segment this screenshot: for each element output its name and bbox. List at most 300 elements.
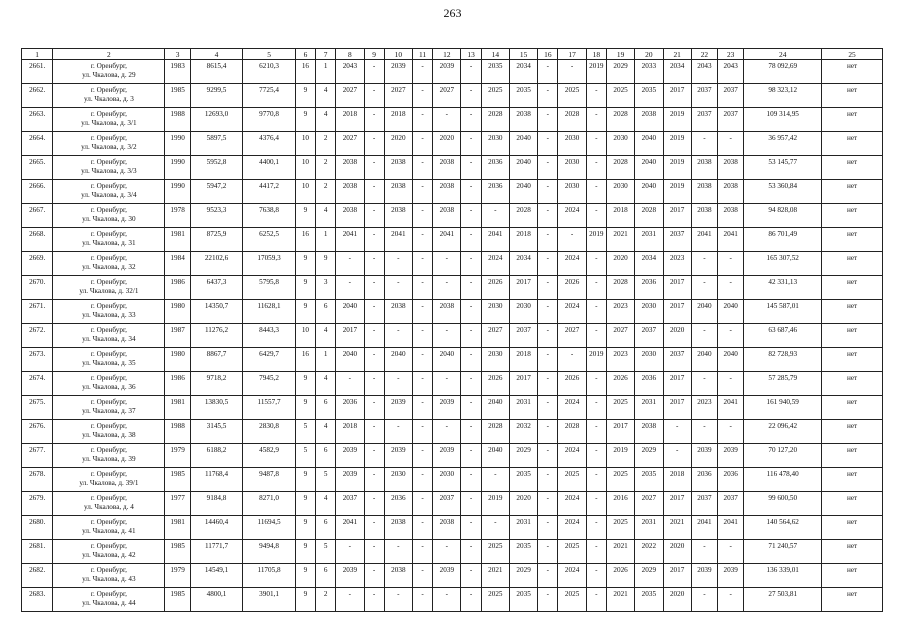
table-cell-col-16: - bbox=[538, 564, 558, 588]
table-cell-col-7: 6 bbox=[316, 444, 336, 468]
table-cell-col-22: - bbox=[691, 540, 717, 564]
table-cell-col-12: 2027 bbox=[433, 84, 461, 108]
table-row bbox=[22, 60, 883, 84]
table-cell-col-4: 5897,5 bbox=[190, 132, 243, 156]
table-cell-col-20: 2037 bbox=[635, 324, 663, 348]
table-cell-col-10: 2036 bbox=[384, 492, 412, 516]
table-cell-col-23: 2039 bbox=[718, 564, 744, 588]
table-cell-col-15: 2031 bbox=[509, 516, 537, 540]
table-cell-col-1: 2680. bbox=[22, 516, 53, 540]
table-cell-col-21: 2021 bbox=[663, 516, 691, 540]
table-cell-col-13: - bbox=[461, 108, 481, 132]
table-cell-col-20: 2031 bbox=[635, 396, 663, 420]
table-cell-col-14: 2036 bbox=[481, 156, 509, 180]
table-cell-col-13: - bbox=[461, 564, 481, 588]
table-cell-col-5: 9494,8 bbox=[243, 540, 296, 564]
table-cell-col-24: 109 314,95 bbox=[744, 108, 822, 132]
table-cell-col-15: 2040 bbox=[509, 156, 537, 180]
table-cell-col-1: 2682. bbox=[22, 564, 53, 588]
table-cell-col-5: 4376,4 bbox=[243, 132, 296, 156]
table-cell-col-10: - bbox=[384, 276, 412, 300]
table-row bbox=[22, 204, 883, 228]
column-header-22: 22 bbox=[691, 49, 717, 60]
table-cell-col-7: 2 bbox=[316, 180, 336, 204]
table-cell-col-19: 2028 bbox=[606, 276, 634, 300]
table-cell-col-5: 6252,5 bbox=[243, 228, 296, 252]
table-cell-col-16: - bbox=[538, 108, 558, 132]
table-cell-col-12: - bbox=[433, 108, 461, 132]
table-cell-col-20: 2040 bbox=[635, 132, 663, 156]
table-cell-col-3: 1979 bbox=[165, 444, 190, 468]
column-header-1: 1 bbox=[22, 49, 53, 60]
table-cell-col-1: 2664. bbox=[22, 132, 53, 156]
column-header-10: 10 bbox=[384, 49, 412, 60]
table-cell-col-25: нет bbox=[822, 324, 883, 348]
table-cell-col-18: 2019 bbox=[586, 60, 606, 84]
table-cell-col-22: - bbox=[691, 324, 717, 348]
table-cell-col-14: 2030 bbox=[481, 300, 509, 324]
table-cell-col-21: 2023 bbox=[663, 252, 691, 276]
table-cell-col-22: - bbox=[691, 132, 717, 156]
column-header-6: 6 bbox=[295, 49, 315, 60]
table-cell-col-16: - bbox=[538, 156, 558, 180]
table-cell-col-18: - bbox=[586, 396, 606, 420]
table-cell-col-10: - bbox=[384, 588, 412, 612]
table-cell-col-18: - bbox=[586, 132, 606, 156]
table-cell-col-8: - bbox=[336, 588, 364, 612]
table-cell-col-7: 6 bbox=[316, 516, 336, 540]
table-cell-col-8: 2040 bbox=[336, 300, 364, 324]
table-cell-col-21: 2017 bbox=[663, 492, 691, 516]
table-cell-col-24: 165 307,52 bbox=[744, 252, 822, 276]
table-cell-col-8: 2038 bbox=[336, 204, 364, 228]
table-cell-col-22: 2041 bbox=[691, 516, 717, 540]
table-cell-col-10: - bbox=[384, 420, 412, 444]
table-cell-col-12: 2038 bbox=[433, 516, 461, 540]
table-row bbox=[22, 348, 883, 372]
table-header bbox=[22, 49, 883, 60]
table-cell-col-1: 2669. bbox=[22, 252, 53, 276]
table-cell-col-16: - bbox=[538, 372, 558, 396]
column-header-14: 14 bbox=[481, 49, 509, 60]
table-cell-col-24: 27 503,81 bbox=[744, 588, 822, 612]
table-cell-col-1: 2673. bbox=[22, 348, 53, 372]
table-cell-col-17: - bbox=[558, 348, 586, 372]
table-cell-col-17: 2025 bbox=[558, 468, 586, 492]
table-cell-col-1: 2672. bbox=[22, 324, 53, 348]
column-header-23: 23 bbox=[718, 49, 744, 60]
table-cell-col-4: 14460,4 bbox=[190, 516, 243, 540]
table-cell-col-12: 2039 bbox=[433, 60, 461, 84]
table-cell-col-9: - bbox=[364, 324, 384, 348]
table-cell-col-13: - bbox=[461, 300, 481, 324]
table-cell-col-11: - bbox=[413, 300, 433, 324]
table-cell-col-16: - bbox=[538, 60, 558, 84]
column-header-4: 4 bbox=[190, 49, 243, 60]
table-cell-col-20: 2034 bbox=[635, 252, 663, 276]
table-cell-col-14: 2024 bbox=[481, 252, 509, 276]
table-cell-col-16: - bbox=[538, 252, 558, 276]
table-cell-col-17: 2025 bbox=[558, 84, 586, 108]
table-cell-col-4: 12693,0 bbox=[190, 108, 243, 132]
table-cell-col-8: 2043 bbox=[336, 60, 364, 84]
table-cell-col-17: 2028 bbox=[558, 108, 586, 132]
table-cell-col-23: 2038 bbox=[718, 156, 744, 180]
table-cell-col-8: 2036 bbox=[336, 396, 364, 420]
table-cell-col-3: 1985 bbox=[165, 588, 190, 612]
table-cell-col-18: 2019 bbox=[586, 348, 606, 372]
table-cell-col-15: 2029 bbox=[509, 564, 537, 588]
table-cell-col-7: 1 bbox=[316, 228, 336, 252]
column-header-12: 12 bbox=[433, 49, 461, 60]
table-cell-col-16: - bbox=[538, 324, 558, 348]
table-cell-col-16: - bbox=[538, 84, 558, 108]
table-cell-col-10: - bbox=[384, 372, 412, 396]
table-cell-col-6: 5 bbox=[295, 420, 315, 444]
table-cell-col-23: 2038 bbox=[718, 180, 744, 204]
table-cell-col-1: 2676. bbox=[22, 420, 53, 444]
table-cell-col-3: 1981 bbox=[165, 228, 190, 252]
table-cell-col-19: 2018 bbox=[606, 204, 634, 228]
table-cell-col-4: 9184,8 bbox=[190, 492, 243, 516]
table-cell-col-23: 2041 bbox=[718, 396, 744, 420]
table-cell-col-15: 2029 bbox=[509, 444, 537, 468]
table-cell-col-9: - bbox=[364, 84, 384, 108]
table-cell-col-23: 2039 bbox=[718, 444, 744, 468]
table-cell-col-20: 2040 bbox=[635, 156, 663, 180]
table-cell-col-19: 2023 bbox=[606, 348, 634, 372]
table-cell-col-24: 71 240,57 bbox=[744, 540, 822, 564]
table-cell-col-12: 2039 bbox=[433, 564, 461, 588]
table-cell-col-18: - bbox=[586, 588, 606, 612]
table-cell-col-11: - bbox=[413, 228, 433, 252]
table-cell-col-10: 2018 bbox=[384, 108, 412, 132]
table-cell-col-5: 17059,3 bbox=[243, 252, 296, 276]
table-cell-col-3: 1990 bbox=[165, 180, 190, 204]
table-cell-col-8: 2039 bbox=[336, 468, 364, 492]
table-cell-col-15: 2017 bbox=[509, 372, 537, 396]
table-cell-col-16: - bbox=[538, 228, 558, 252]
table-cell-col-24: 57 285,79 bbox=[744, 372, 822, 396]
table-cell-col-2: г. Оренбург, ул. Чкалова, д. 31 bbox=[53, 228, 165, 252]
table-cell-col-5: 8443,3 bbox=[243, 324, 296, 348]
table-cell-col-3: 1980 bbox=[165, 300, 190, 324]
table-cell-col-4: 22102,6 bbox=[190, 252, 243, 276]
table-cell-col-25: нет bbox=[822, 492, 883, 516]
table-cell-col-3: 1984 bbox=[165, 252, 190, 276]
table-cell-col-21: 2037 bbox=[663, 348, 691, 372]
table-cell-col-25: нет bbox=[822, 516, 883, 540]
table-cell-col-12: 2038 bbox=[433, 300, 461, 324]
table-cell-col-6: 16 bbox=[295, 60, 315, 84]
table-cell-col-11: - bbox=[413, 156, 433, 180]
table-cell-col-16: - bbox=[538, 180, 558, 204]
table-cell-col-17: 2024 bbox=[558, 252, 586, 276]
table-cell-col-6: 10 bbox=[295, 156, 315, 180]
table-cell-col-9: - bbox=[364, 468, 384, 492]
table-cell-col-9: - bbox=[364, 252, 384, 276]
table-cell-col-14: 2025 bbox=[481, 540, 509, 564]
table-cell-col-22: 2038 bbox=[691, 180, 717, 204]
table-cell-col-25: нет bbox=[822, 588, 883, 612]
table-cell-col-15: 2028 bbox=[509, 204, 537, 228]
table-cell-col-20: 2038 bbox=[635, 420, 663, 444]
column-header-2: 2 bbox=[53, 49, 165, 60]
table-cell-col-11: - bbox=[413, 348, 433, 372]
table-cell-col-1: 2666. bbox=[22, 180, 53, 204]
table-cell-col-20: 2028 bbox=[635, 204, 663, 228]
table-cell-col-15: 2037 bbox=[509, 324, 537, 348]
table-cell-col-9: - bbox=[364, 420, 384, 444]
table-cell-col-15: 2018 bbox=[509, 348, 537, 372]
table-cell-col-21: 2020 bbox=[663, 324, 691, 348]
table-cell-col-15: 2031 bbox=[509, 396, 537, 420]
table-cell-col-20: 2040 bbox=[635, 180, 663, 204]
table-cell-col-11: - bbox=[413, 492, 433, 516]
table-cell-col-25: нет bbox=[822, 540, 883, 564]
table-cell-col-2: г. Оренбург, ул. Чкалова, д. 3/3 bbox=[53, 156, 165, 180]
table-cell-col-12: - bbox=[433, 588, 461, 612]
table-cell-col-25: нет bbox=[822, 180, 883, 204]
table-cell-col-9: - bbox=[364, 516, 384, 540]
table-cell-col-14: 2028 bbox=[481, 108, 509, 132]
table-cell-col-16: - bbox=[538, 348, 558, 372]
table-cell-col-17: 2026 bbox=[558, 276, 586, 300]
table-cell-col-9: - bbox=[364, 372, 384, 396]
table-cell-col-25: нет bbox=[822, 348, 883, 372]
table-cell-col-7: 6 bbox=[316, 396, 336, 420]
table-cell-col-11: - bbox=[413, 252, 433, 276]
table-cell-col-8: 2041 bbox=[336, 516, 364, 540]
table-cell-col-14: 2028 bbox=[481, 420, 509, 444]
table-cell-col-12: 2038 bbox=[433, 156, 461, 180]
table-cell-col-14: 2025 bbox=[481, 84, 509, 108]
table-cell-col-15: 2035 bbox=[509, 588, 537, 612]
table-cell-col-21: 2020 bbox=[663, 588, 691, 612]
table-cell-col-9: - bbox=[364, 492, 384, 516]
table-cell-col-4: 8725,9 bbox=[190, 228, 243, 252]
table-cell-col-19: 2020 bbox=[606, 252, 634, 276]
table-cell-col-17: 2028 bbox=[558, 420, 586, 444]
table-cell-col-22: - bbox=[691, 372, 717, 396]
table-cell-col-21: 2017 bbox=[663, 372, 691, 396]
table-cell-col-3: 1978 bbox=[165, 204, 190, 228]
table-cell-col-19: 2025 bbox=[606, 468, 634, 492]
table-cell-col-23: - bbox=[718, 588, 744, 612]
table-cell-col-10: 2038 bbox=[384, 516, 412, 540]
table-cell-col-24: 70 127,20 bbox=[744, 444, 822, 468]
table-cell-col-9: - bbox=[364, 180, 384, 204]
table-cell-col-10: 2038 bbox=[384, 300, 412, 324]
table-cell-col-17: 2024 bbox=[558, 396, 586, 420]
table-cell-col-24: 98 323,12 bbox=[744, 84, 822, 108]
table-cell-col-17: 2024 bbox=[558, 492, 586, 516]
table-cell-col-3: 1980 bbox=[165, 348, 190, 372]
table-cell-col-11: - bbox=[413, 564, 433, 588]
table-cell-col-22: 2039 bbox=[691, 444, 717, 468]
table-cell-col-14: 2019 bbox=[481, 492, 509, 516]
table-cell-col-10: 2039 bbox=[384, 396, 412, 420]
table-cell-col-13: - bbox=[461, 252, 481, 276]
table-cell-col-19: 2016 bbox=[606, 492, 634, 516]
table-cell-col-19: 2028 bbox=[606, 156, 634, 180]
table-cell-col-16: - bbox=[538, 588, 558, 612]
table-cell-col-3: 1990 bbox=[165, 156, 190, 180]
table-cell-col-4: 5947,2 bbox=[190, 180, 243, 204]
table-cell-col-20: 2035 bbox=[635, 588, 663, 612]
table-cell-col-10: 2038 bbox=[384, 156, 412, 180]
table-cell-col-4: 9718,2 bbox=[190, 372, 243, 396]
table-cell-col-5: 11705,8 bbox=[243, 564, 296, 588]
table-cell-col-6: 9 bbox=[295, 372, 315, 396]
table-cell-col-15: 2030 bbox=[509, 300, 537, 324]
table-row bbox=[22, 84, 883, 108]
table-cell-col-18: - bbox=[586, 420, 606, 444]
table-cell-col-4: 9523,3 bbox=[190, 204, 243, 228]
table-cell-col-18: - bbox=[586, 564, 606, 588]
table-cell-col-4: 5952,8 bbox=[190, 156, 243, 180]
table-cell-col-12: - bbox=[433, 420, 461, 444]
table-cell-col-7: 2 bbox=[316, 588, 336, 612]
table-cell-col-11: - bbox=[413, 132, 433, 156]
table-cell-col-23: - bbox=[718, 324, 744, 348]
table-cell-col-9: - bbox=[364, 60, 384, 84]
table-cell-col-19: 2029 bbox=[606, 60, 634, 84]
table-cell-col-17: 2024 bbox=[558, 300, 586, 324]
table-cell-col-18: - bbox=[586, 108, 606, 132]
table-cell-col-24: 42 331,13 bbox=[744, 276, 822, 300]
table-cell-col-7: 4 bbox=[316, 420, 336, 444]
table-cell-col-19: 2023 bbox=[606, 300, 634, 324]
table-cell-col-24: 136 339,01 bbox=[744, 564, 822, 588]
table-cell-col-11: - bbox=[413, 396, 433, 420]
column-header-18: 18 bbox=[586, 49, 606, 60]
column-header-25: 25 bbox=[822, 49, 883, 60]
table-cell-col-11: - bbox=[413, 372, 433, 396]
table-cell-col-25: нет bbox=[822, 132, 883, 156]
table-cell-col-16: - bbox=[538, 132, 558, 156]
table-cell-col-24: 78 092,69 bbox=[744, 60, 822, 84]
table-cell-col-18: - bbox=[586, 84, 606, 108]
table-cell-col-20: 2027 bbox=[635, 492, 663, 516]
table-cell-col-15: 2040 bbox=[509, 132, 537, 156]
table-cell-col-17: - bbox=[558, 60, 586, 84]
table-cell-col-9: - bbox=[364, 204, 384, 228]
table-cell-col-15: 2018 bbox=[509, 228, 537, 252]
table-cell-col-8: 2027 bbox=[336, 84, 364, 108]
table-cell-col-15: 2040 bbox=[509, 180, 537, 204]
table-cell-col-25: нет bbox=[822, 60, 883, 84]
table-cell-col-8: - bbox=[336, 276, 364, 300]
table-cell-col-12: - bbox=[433, 372, 461, 396]
table-cell-col-13: - bbox=[461, 588, 481, 612]
table-cell-col-1: 2665. bbox=[22, 156, 53, 180]
table-cell-col-11: - bbox=[413, 204, 433, 228]
table-cell-col-14: - bbox=[481, 516, 509, 540]
table-cell-col-2: г. Оренбург, ул. Чкалова, д. 34 bbox=[53, 324, 165, 348]
table-cell-col-4: 6188,2 bbox=[190, 444, 243, 468]
table-cell-col-8: 2038 bbox=[336, 156, 364, 180]
table-cell-col-20: 2029 bbox=[635, 564, 663, 588]
table-cell-col-3: 1981 bbox=[165, 396, 190, 420]
table-cell-col-24: 53 360,84 bbox=[744, 180, 822, 204]
table-cell-col-5: 4582,9 bbox=[243, 444, 296, 468]
table-cell-col-16: - bbox=[538, 204, 558, 228]
table-cell-col-7: 6 bbox=[316, 300, 336, 324]
table-cell-col-13: - bbox=[461, 540, 481, 564]
table-row bbox=[22, 132, 883, 156]
table-cell-col-22: - bbox=[691, 420, 717, 444]
table-cell-col-15: 2035 bbox=[509, 468, 537, 492]
table-cell-col-4: 11768,4 bbox=[190, 468, 243, 492]
table-cell-col-23: 2043 bbox=[718, 60, 744, 84]
table-cell-col-8: 2027 bbox=[336, 132, 364, 156]
column-header-8: 8 bbox=[336, 49, 364, 60]
table-cell-col-3: 1987 bbox=[165, 324, 190, 348]
table-cell-col-24: 94 828,08 bbox=[744, 204, 822, 228]
column-header-24: 24 bbox=[744, 49, 822, 60]
table-cell-col-13: - bbox=[461, 324, 481, 348]
table-cell-col-1: 2671. bbox=[22, 300, 53, 324]
table-cell-col-23: - bbox=[718, 540, 744, 564]
table-cell-col-20: 2038 bbox=[635, 108, 663, 132]
table-cell-col-21: 2019 bbox=[663, 108, 691, 132]
table-cell-col-8: 2039 bbox=[336, 564, 364, 588]
table-cell-col-8: - bbox=[336, 540, 364, 564]
table-cell-col-11: - bbox=[413, 324, 433, 348]
table-cell-col-7: 3 bbox=[316, 276, 336, 300]
table-cell-col-16: - bbox=[538, 540, 558, 564]
table-cell-col-20: 2033 bbox=[635, 60, 663, 84]
table-cell-col-4: 8615,4 bbox=[190, 60, 243, 84]
table-cell-col-24: 86 701,49 bbox=[744, 228, 822, 252]
table-cell-col-23: 2040 bbox=[718, 300, 744, 324]
column-header-9: 9 bbox=[364, 49, 384, 60]
table-cell-col-5: 5795,8 bbox=[243, 276, 296, 300]
table-row bbox=[22, 276, 883, 300]
table-cell-col-9: - bbox=[364, 228, 384, 252]
table-cell-col-11: - bbox=[413, 444, 433, 468]
table-cell-col-18: - bbox=[586, 540, 606, 564]
table-cell-col-21: 2018 bbox=[663, 468, 691, 492]
table-cell-col-8: - bbox=[336, 372, 364, 396]
table-cell-col-8: - bbox=[336, 252, 364, 276]
table-cell-col-17: 2024 bbox=[558, 564, 586, 588]
table-cell-col-4: 14350,7 bbox=[190, 300, 243, 324]
table-cell-col-21: 2017 bbox=[663, 564, 691, 588]
table-cell-col-19: 2030 bbox=[606, 132, 634, 156]
table-row bbox=[22, 588, 883, 612]
table-cell-col-5: 2830,8 bbox=[243, 420, 296, 444]
table-cell-col-13: - bbox=[461, 60, 481, 84]
table-cell-col-18: - bbox=[586, 156, 606, 180]
table-cell-col-17: 2030 bbox=[558, 132, 586, 156]
table-cell-col-14: - bbox=[481, 204, 509, 228]
table-cell-col-10: - bbox=[384, 252, 412, 276]
table-cell-col-22: - bbox=[691, 276, 717, 300]
table-cell-col-22: - bbox=[691, 252, 717, 276]
column-header-3: 3 bbox=[165, 49, 190, 60]
table-cell-col-6: 10 bbox=[295, 324, 315, 348]
table-cell-col-6: 9 bbox=[295, 540, 315, 564]
table-cell-col-3: 1988 bbox=[165, 420, 190, 444]
table-cell-col-3: 1985 bbox=[165, 468, 190, 492]
table-cell-col-20: 2031 bbox=[635, 228, 663, 252]
table-row bbox=[22, 300, 883, 324]
table-cell-col-6: 5 bbox=[295, 444, 315, 468]
table-cell-col-12: 2040 bbox=[433, 348, 461, 372]
table-cell-col-2: г. Оренбург, ул. Чкалова, д. 29 bbox=[53, 60, 165, 84]
